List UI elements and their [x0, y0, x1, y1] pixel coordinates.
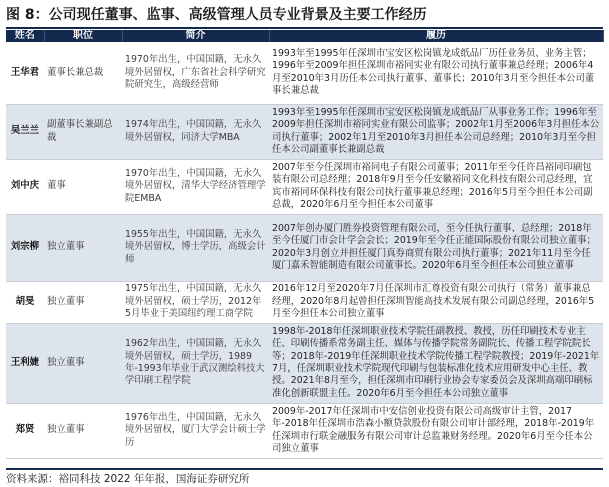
header-name: 姓名 — [6, 30, 44, 42]
cell-name: 王华君 — [6, 42, 44, 104]
table-row — [6, 403, 603, 458]
title-rule — [6, 27, 603, 29]
cell-position: 独立董事 — [44, 403, 122, 458]
table-row — [6, 214, 603, 281]
cell-intro: 1975年出生，中国国籍，无永久境外居留权，硕士学历，2012年5月毕业于美国纽约理工商学院 — [122, 281, 269, 323]
figure-title: 图 8：公司现任董事、监事、高级管理人员专业背景及主要工作经历 — [6, 7, 427, 23]
table-row — [6, 42, 603, 104]
cell-resume: 2007年至今任深圳市裕同电子有限公司董事；2011年至今任许昌裕同印刷包装有限公司总经理；2018年9月至今任安徽裕同文化科技有限公司总经理，宜宾市裕同环保科技有限公司执行董事兼总经理；2016年5月至今担任本公司副总裁，2020年6月至今担任本公司董事 — [269, 159, 603, 214]
cell-intro: 1970年出生，中国国籍，无永久境外居留权，广东省社会科学研究院研究生，高级经营师 — [122, 42, 269, 104]
cell-resume: 1993年至1995年任深圳市宝安区松岗镇龙成纸品厂从事业务工作；1996年至2009年担任深圳市裕同实业有限公司监事；2002年1月至2006年3月担任本公司执行董事；2002年1月至2010年3月担任本公司总经理；2010年3月至今担任本公司副董事长兼副总裁 — [269, 104, 603, 159]
table-row — [6, 323, 603, 403]
cell-resume: 2007年创办厦门胜券投资管理有限公司，至今任执行董事、总经理；2018年至今任厦门市会计学会会长；2019年至今任正能国际股份有限公司独立董事；2020年3月创立并担任厦门真券商贸有限公司执行董事；2021年11月至今任厦门嘉禾智能制造有限公司董事长。2020年6月至今担任本公司独立董事 — [269, 214, 603, 281]
cell-resume: 2009年-2017年任深圳市中安信创业投资有限公司高级审计主管，2017年-2018年任深圳市浩森小额贷款股份有限公司审计部经理，2018年-2019年任深圳市行联金融服务有限公司审计总监兼财务经理。2020年6月至今任本公司独立董事 — [269, 403, 603, 458]
cell-position: 独立董事 — [44, 323, 122, 403]
header-intro: 简介 — [122, 30, 269, 42]
cell-resume: 2016年12月至2020年7月任深圳市汇尊投资有限公司执行（常务）董事兼总经理，2020年8月起曾担任深圳智能高技术发展有限公司副总经理，2016年5月至今担任本公司独立董事 — [269, 281, 603, 323]
cell-position: 副董事长兼副总裁 — [44, 104, 122, 159]
cell-name: 胡旻 — [6, 281, 44, 323]
cell-intro: 1974年出生，中国国籍，无永久境外居留权，同济大学MBA — [122, 104, 269, 159]
cell-name: 刘宗柳 — [6, 214, 44, 281]
table-header-row — [6, 30, 603, 42]
cell-name: 吴兰兰 — [6, 104, 44, 159]
source-note: 资料来源：裕同科技 2022 年年报，国海证券研究所 — [6, 468, 603, 487]
table-row — [6, 281, 603, 323]
cell-position: 独立董事 — [44, 281, 122, 323]
cell-resume: 1993年至1995年任深圳市宝安区松岗镇龙成纸品厂历任业务员、业务主管；1996年至2009年担任深圳市裕同实业有限公司执行董事兼总经理；2006年4月至2010年3月历任本公司执行董事、董事长；2010年3月至今担任本公司董事长兼总裁 — [269, 42, 603, 104]
cell-position: 独立董事 — [44, 214, 122, 281]
cell-intro: 1962年出生，中国国籍，无永久境外居留权，硕士学历，1989年-1993年毕业于武汉测绘科技大学印刷工程学院 — [122, 323, 269, 403]
table-row — [6, 104, 603, 159]
management-table — [6, 30, 604, 459]
header-position: 职位 — [44, 30, 122, 42]
cell-intro: 1955年出生，中国国籍，无永久境外居留权，博士学历，高级会计师 — [122, 214, 269, 281]
cell-name: 刘中庆 — [6, 159, 44, 214]
cell-name: 郑贤 — [6, 403, 44, 458]
header-resume: 履历 — [269, 30, 603, 42]
cell-position: 董事 — [44, 159, 122, 214]
cell-intro: 1976年出生，中国国籍，无永久境外居留权，厦门大学会计硕士学历 — [122, 403, 269, 458]
cell-intro: 1970年出生，中国国籍，无永久境外居留权，清华大学经济管理学院EMBA — [122, 159, 269, 214]
cell-position: 董事长兼总裁 — [44, 42, 122, 104]
cell-resume: 1998年-2018年任深圳职业技术学院任副教授、教授，历任印刷技术专业主任、印刷传播系常务副主任、媒体与传播学院常务副院长、传播工程学院院长等；2018年-2019年任深圳职业技术学院传播工程学院教授；2019年-2021年7月，任深圳职业技术学院现代印刷与包装标准化技术应用研发中心主任、教授。2021年8月至今，担任深圳市印刷行业协会专家委员会及深圳高端印刷标准化创新联盟主任。2020年6月至今担任本公司独立董事 — [269, 323, 603, 403]
table-row — [6, 159, 603, 214]
cell-name: 王利婕 — [6, 323, 44, 403]
